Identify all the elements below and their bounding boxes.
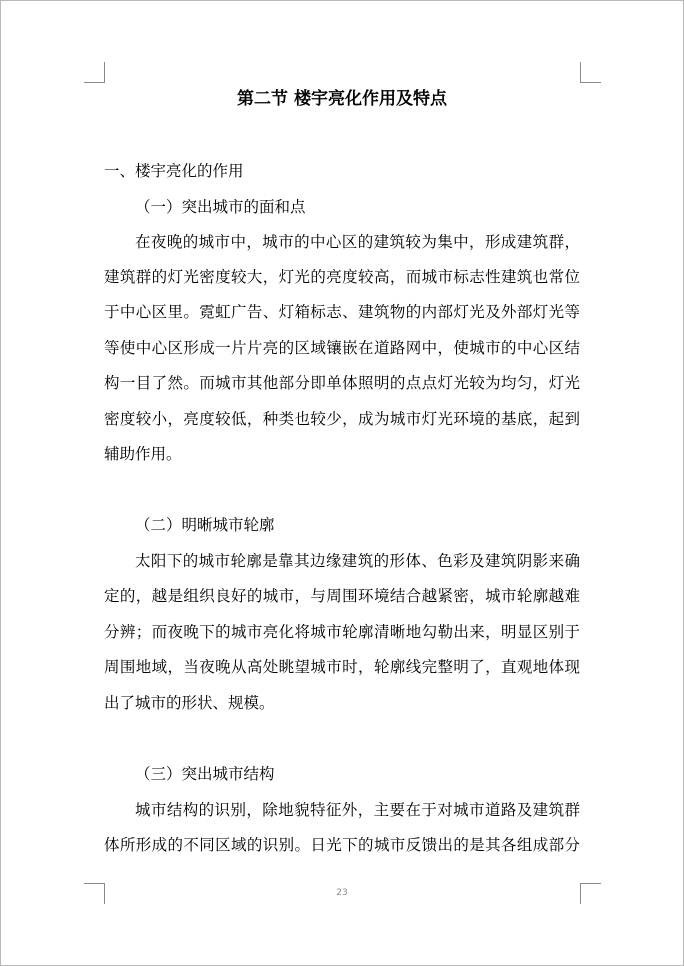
- paragraph-line: 密度较小，亮度较低，种类也较少，成为城市灯光环境的基底，起到: [104, 410, 580, 428]
- paragraph-line: 等使中心区形成一片片亮的区域镶嵌在道路网中，使城市的中心区结: [104, 339, 580, 357]
- subsection-heading-1: （一）突出城市的面和点: [135, 198, 306, 216]
- paragraph-line: 于中心区里。霓虹广告、灯箱标志、建筑物的内部灯光及外部灯光等: [104, 303, 580, 321]
- paragraph-line: 体所形成的不同区域的识别。日光下的城市反馈出的是其各组成部分: [104, 836, 580, 854]
- page-number: 23: [336, 888, 348, 898]
- paragraph-line: 辅助作用。: [104, 445, 182, 463]
- paragraph-line: 分辨；而夜晚下的城市亮化将城市轮廓清晰地勾勒出来，明显区别于: [104, 623, 580, 641]
- section-title: 第二节 楼宇亮化作用及特点: [237, 89, 447, 109]
- paragraph-line: 在夜晚的城市中，城市的中心区的建筑较为集中，形成建筑群，: [135, 233, 580, 251]
- paragraph-line: 城市结构的识别，除地貌特征外，主要在于对城市道路及建筑群: [135, 801, 580, 819]
- subsection-heading-2: （二）明晰城市轮廓: [135, 516, 275, 534]
- paragraph-line: 建筑群的灯光密度较大，灯光的亮度较高，而城市标志性建筑也常位: [104, 268, 580, 286]
- paragraph-line: 太阳下的城市轮廓是靠其边缘建筑的形体、色彩及建筑阴影来确: [135, 552, 580, 570]
- crop-mark-top-right: [580, 62, 601, 83]
- paragraph-line: 构一目了然。而城市其他部分即单体照明的点点灯光较为均匀，灯光: [104, 374, 580, 392]
- paragraph-line: 出了城市的形状、规模。: [104, 694, 275, 712]
- paragraph-line: 定的，越是组织良好的城市，与周围环境结合越紧密，城市轮廓越难: [104, 587, 580, 605]
- crop-mark-top-left: [84, 62, 105, 83]
- paragraph-line: 周围地域，当夜晚从高处眺望城市时，轮廓线完整明了，直观地体现: [104, 658, 580, 676]
- section-heading: 一、楼宇亮化的作用: [104, 162, 244, 180]
- subsection-heading-3: （三）突出城市结构: [135, 765, 275, 783]
